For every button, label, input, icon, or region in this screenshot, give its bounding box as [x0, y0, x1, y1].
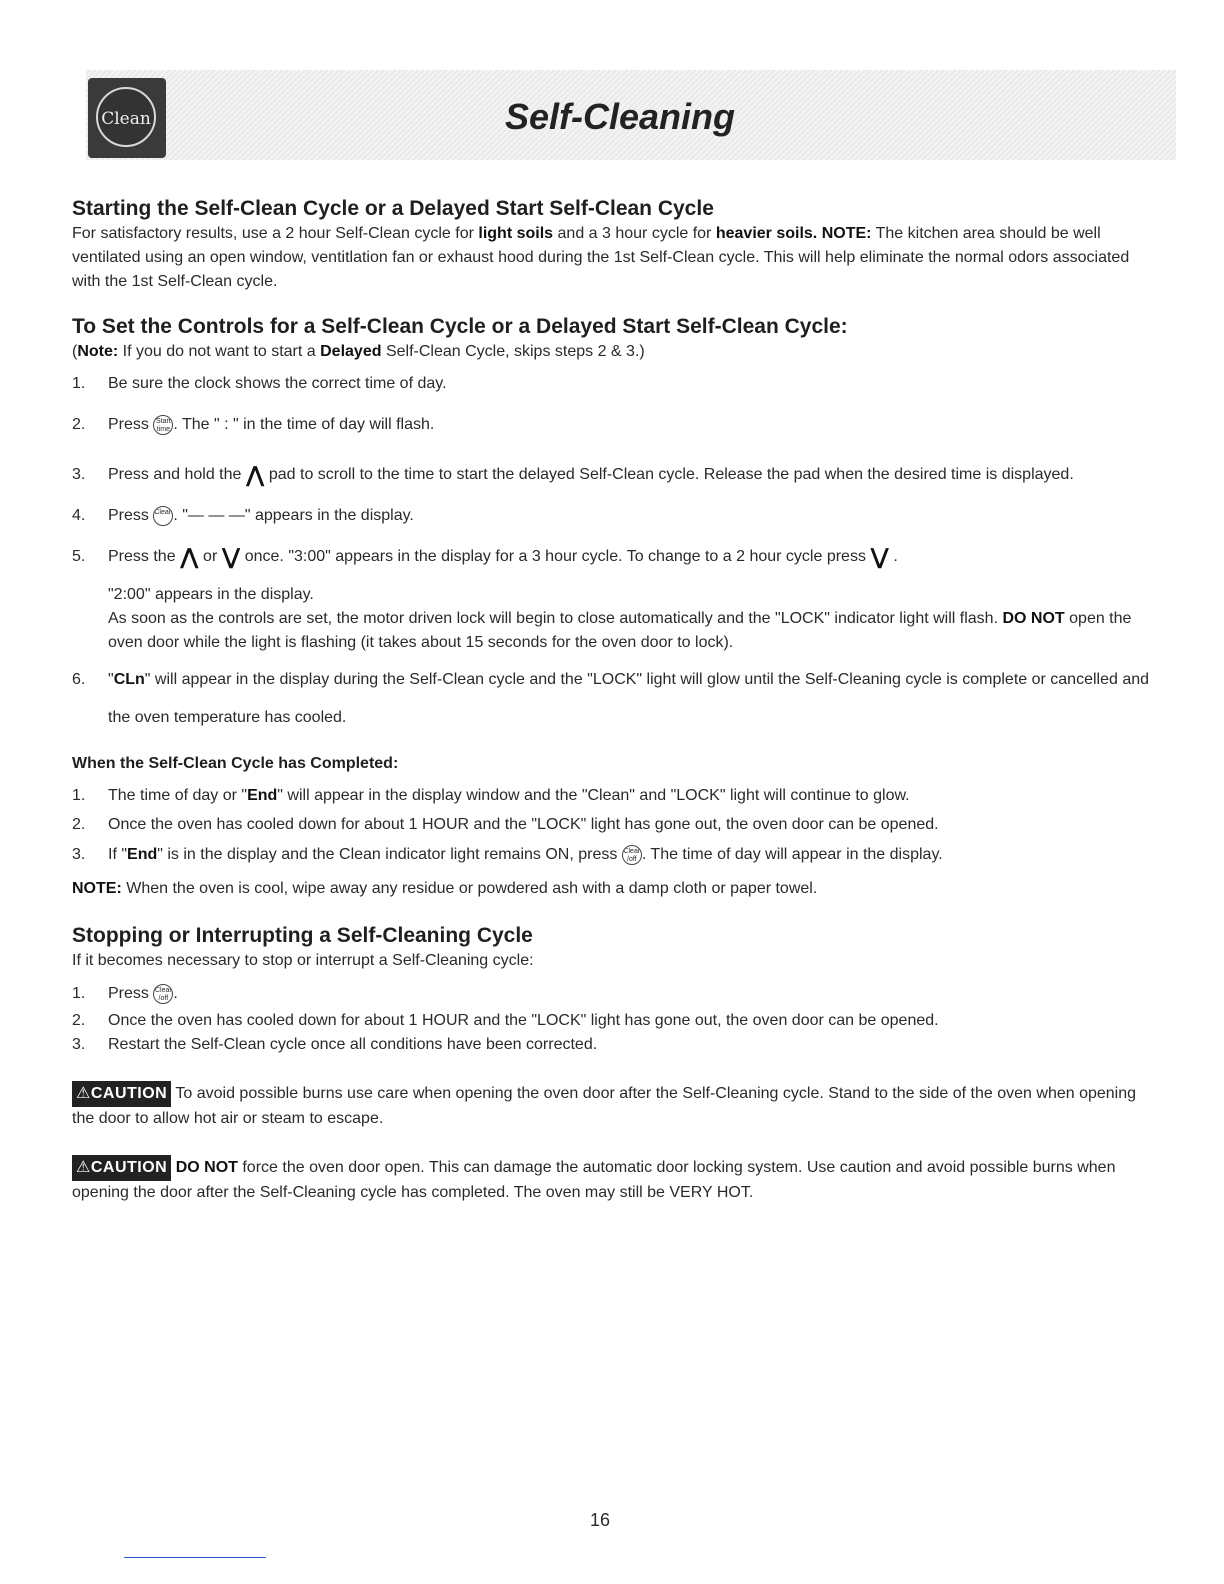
- stopping-steps: [72, 979, 1152, 1057]
- up-arrow-icon: ⋀: [245, 462, 265, 487]
- step-text: pad to scroll to the time to start the delayed Self-Clean cycle. Release the pad when the desired time is displayed.: [268, 466, 1074, 483]
- list-item: [72, 1009, 1152, 1033]
- page-number: 16: [590, 1510, 611, 1530]
- caution-badge: ⚠CAUTION: [72, 1155, 171, 1181]
- bold-text: light soils: [478, 225, 554, 242]
- step-text: Press the: [108, 548, 176, 565]
- caution-text: force the oven door open. This can damage the automatic door locking system. Use caution and avoid possible burns when opening the door after the Self-Cleaning cycle has completed. The oven may still be VERY HOT.: [72, 1159, 1116, 1201]
- step-text: once. "3:00" appears in the display for a 3 hour cycle. To change to a 2 hour cycle press: [244, 548, 866, 565]
- clean-badge: [88, 78, 166, 158]
- text: Self-Clean Cycle, skips steps 2 & 3.): [385, 343, 645, 360]
- bold-text: End: [127, 846, 158, 863]
- bold-text: CLn: [113, 671, 145, 688]
- step-text: Once the oven has cooled down for about 1 HOUR and the "LOCK" light has gone out, the oven door can be opened.: [108, 1012, 939, 1029]
- text: For satisfactory results, use a 2 hour Self-Clean cycle for: [72, 225, 474, 242]
- step-text: "2:00" appears in the display.: [108, 586, 314, 603]
- step-text: " will appear in the display window and the "Clean" and "LOCK" light will continue to glow.: [277, 787, 910, 804]
- text: and a 3 hour cycle for: [557, 225, 712, 242]
- bold-text: Delayed: [320, 343, 382, 360]
- step-text: Restart the Self-Clean cycle once all conditions have been corrected.: [108, 1036, 598, 1053]
- note-label: NOTE:: [72, 880, 122, 897]
- text: open the oven door while the light is flashing (it takes about 15 seconds for the oven door to lock).: [108, 610, 1132, 651]
- text: (: [72, 343, 78, 360]
- step-number: 6.: [72, 671, 86, 688]
- caution-1: [72, 1081, 1152, 1131]
- step-number: 2.: [72, 1012, 86, 1029]
- step-text: Once the oven has cooled down for about 1 HOUR and the "LOCK" light has gone out, the oven door can be opened.: [108, 816, 939, 833]
- down-arrow-icon: ⋁: [870, 544, 889, 569]
- list-item: [72, 810, 1152, 839]
- completed-note: [72, 877, 1152, 901]
- completed-steps: [72, 781, 1152, 871]
- bold-text: heavier soils.: [715, 225, 818, 242]
- step-number: 1.: [72, 985, 86, 1002]
- section-heading-stopping: Stopping or Interrupting a Self-Cleaning Cycle: [72, 924, 533, 947]
- text: The kitchen area should be well ventilated using an open window, ventitlation fan or exhaust hood during the 1st Self-Clean cycle. This will help eliminate the normal odors associated with the 1st Self-Clean cycle.: [72, 225, 1130, 290]
- step-text: .: [893, 548, 898, 565]
- step-text: [108, 607, 1152, 655]
- step-text: " will appear in the display during the Self-Clean cycle and the "LOCK" light will glow until the Self-Cleaning cycle is complete or cancelled and the oven temperature has cooled.: [108, 671, 1150, 726]
- step-text: . The time of day will appear in the display.: [641, 846, 943, 863]
- step-text: Press and hold the: [108, 466, 242, 483]
- step-text: Be sure the clock shows the correct time of day.: [108, 375, 447, 392]
- step-number: 2.: [72, 816, 86, 833]
- step-text: .: [173, 985, 178, 1002]
- clear-off-button-icon: Clear /off: [622, 845, 642, 865]
- text: The time of day or ": [108, 787, 248, 804]
- start-time-button-icon: Start time: [153, 415, 173, 435]
- list-item: [72, 545, 1152, 655]
- section-heading-starting: Starting the Self-Clean Cycle or a Delayed Start Self-Clean Cycle: [72, 197, 714, 220]
- step-number: 4.: [72, 507, 86, 524]
- down-arrow-icon: ⋁: [221, 544, 241, 569]
- stopping-intro: If it becomes necessary to stop or interrupt a Self-Cleaning cycle:: [72, 952, 534, 969]
- bold-text: DO NOT: [175, 1159, 238, 1176]
- step-number: 1.: [72, 375, 86, 392]
- set-controls-steps: [72, 372, 1152, 737]
- list-item: [72, 504, 1152, 528]
- text: When the oven is cool, wipe away any residue or powdered ash with a damp cloth or paper towel.: [126, 880, 818, 897]
- footer-rule: [124, 1557, 266, 1558]
- bold-text: DO NOT: [1002, 610, 1065, 627]
- list-item: [72, 661, 1152, 737]
- caution-text: To avoid possible burns use care when opening the oven door after the Self-Cleaning cycle. Stand to the side of the oven when opening the door to allow hot air or steam to escape.: [72, 1085, 1137, 1127]
- list-item: [72, 372, 1152, 396]
- step-text: Press: [108, 416, 149, 433]
- set-controls-note: [72, 340, 1152, 364]
- page-title: Self-Cleaning: [504, 96, 736, 137]
- list-item: [72, 839, 1152, 871]
- step-number: 2.: [72, 416, 86, 433]
- step-text: . "— — —" appears in the display.: [173, 507, 414, 524]
- caution-2: [72, 1155, 1152, 1205]
- step-number: 3.: [72, 1036, 86, 1053]
- list-item: [72, 413, 1152, 437]
- text: As soon as the controls are set, the motor driven lock will begin to close automatically and the "LOCK" indicator light will flash.: [108, 610, 999, 627]
- content: [72, 196, 1152, 1205]
- text: ": [108, 671, 114, 688]
- section-heading-completed: When the Self-Clean Cycle has Completed:: [72, 755, 399, 772]
- text: " is in the display and the Clean indicator light remains ON, press: [157, 846, 618, 863]
- step-number: 5.: [72, 548, 86, 565]
- up-arrow-icon: ⋀: [180, 544, 199, 569]
- step-number: 3.: [72, 846, 86, 863]
- clean-button-icon: Clean: [153, 506, 173, 526]
- list-item: [72, 1033, 1152, 1057]
- clean-icon: Clean: [96, 87, 156, 147]
- note-label: Note:: [77, 343, 119, 360]
- step-text: or: [203, 548, 218, 565]
- starting-paragraph: [72, 222, 1152, 294]
- list-item: [72, 979, 1152, 1009]
- text: If you do not want to start a: [122, 343, 316, 360]
- clear-off-button-icon: Clear /off: [153, 984, 173, 1004]
- step-number: 1.: [72, 787, 86, 804]
- step-number: 3.: [72, 466, 86, 483]
- list-item: [72, 781, 1152, 810]
- step-text: Press: [108, 507, 149, 524]
- step-text: . The " : " in the time of day will flash.: [173, 416, 435, 433]
- caution-badge: ⚠CAUTION: [72, 1081, 171, 1107]
- bold-text: End: [247, 787, 278, 804]
- step-text: Press: [108, 985, 149, 1002]
- section-heading-set-controls: To Set the Controls for a Self-Clean Cycle or a Delayed Start Self-Clean Cycle:: [72, 315, 848, 338]
- list-item: [72, 454, 1152, 496]
- text: If ": [108, 846, 128, 863]
- note-label: NOTE:: [821, 225, 872, 242]
